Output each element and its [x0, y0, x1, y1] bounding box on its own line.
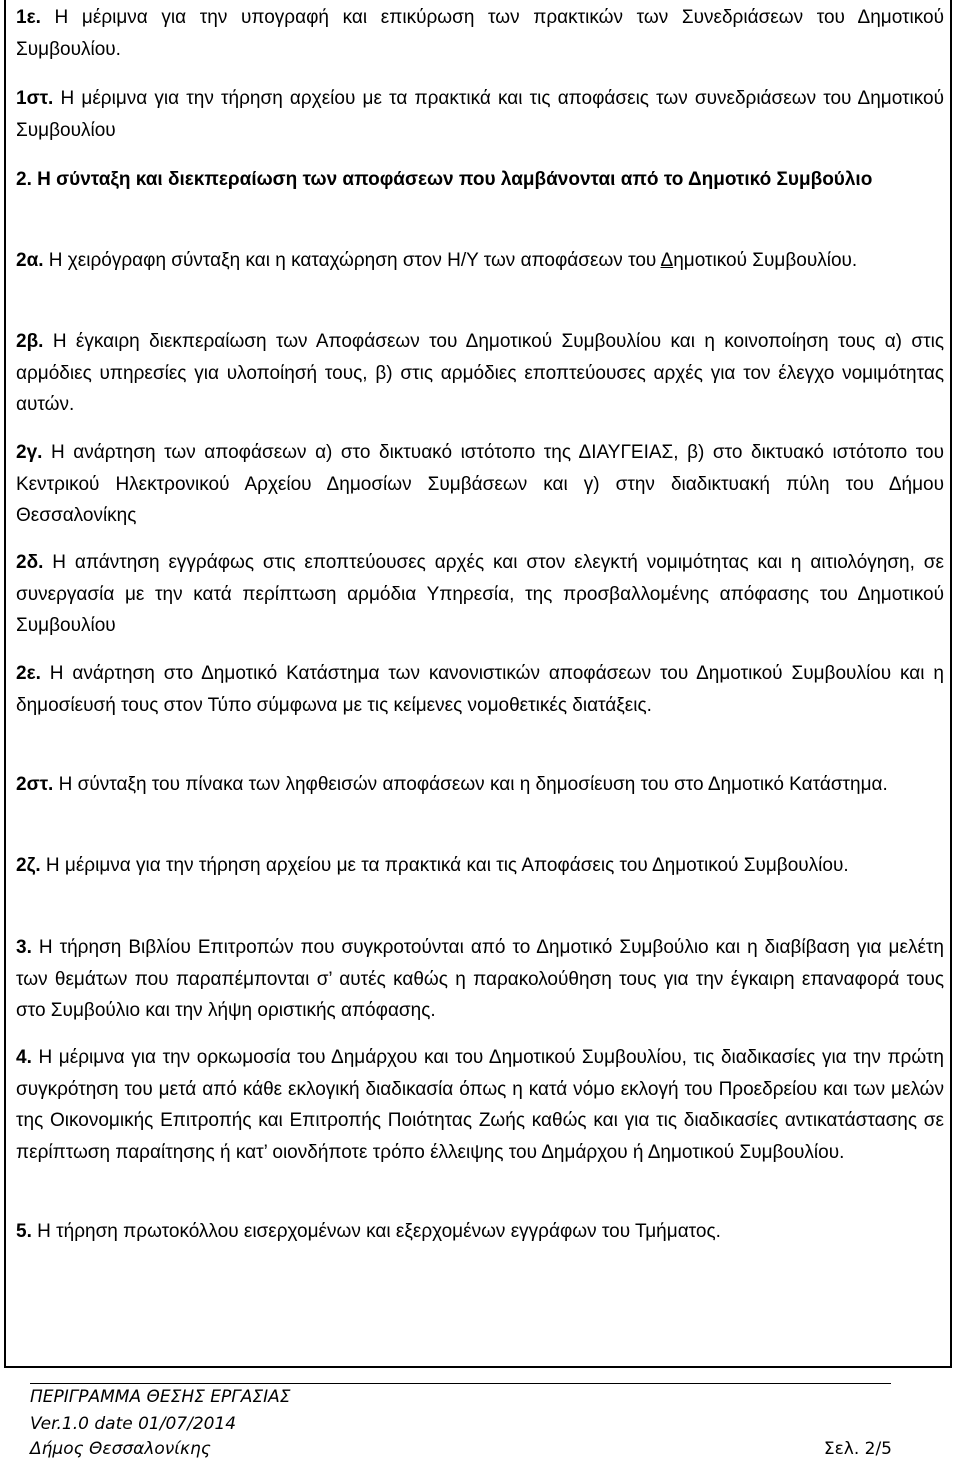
footer-rule: [30, 1383, 891, 1384]
item-number: 2δ.: [16, 552, 44, 573]
item-number: 2α.: [16, 250, 44, 271]
footer-organization: Δήμος Θεσσαλονίκης: [30, 1439, 211, 1459]
paragraph-1st: [16, 83, 944, 146]
item-text: Η έγκαιρη διεκπεραίωση των Αποφάσεων του Δημοτικού Συμβουλίου και η κοινοποίηση τους α) στις αρμόδιες υπηρεσίες για υλοποίησή τους, β) στις αρμόδιες εποπτεύουσες αρχές για τον έλεγχο νομιμότητας αυτών.: [16, 331, 944, 415]
item-text: Η σύνταξη και διεκπεραίωση των αποφάσεων που λαμβάνονται από το Δημοτικό Συμβούλιο: [31, 169, 873, 190]
paragraph-1e: [16, 2, 944, 65]
item-number: 2γ.: [16, 442, 43, 463]
item-number: 3.: [16, 937, 32, 958]
paragraph-2d: [16, 547, 944, 642]
item-text: Η σύνταξη του πίνακα των ληφθεισών αποφάσεων και η δημοσίευση του στο Δημοτικό Κατάστημα.: [53, 774, 888, 795]
footer-title: ΠΕΡΙΓΡΑΜΜΑ ΘΕΣΗΣ ΕΡΓΑΣΙΑΣ: [30, 1387, 291, 1407]
item-number: 2.: [16, 169, 32, 190]
paragraph-2b: [16, 326, 944, 421]
footer-version: Ver.1.0 date 01/07/2014: [30, 1414, 237, 1434]
paragraph-2: [16, 164, 944, 196]
item-number: 1ε.: [16, 7, 41, 28]
paragraph-2a: [16, 245, 944, 277]
item-text-underlined: Δ: [660, 250, 674, 271]
item-text: ημοτικού Συμβουλίου.: [673, 250, 858, 271]
item-text: Η τήρηση πρωτοκόλλου εισερχομένων και εξερχομένων εγγράφων του Τμήματος.: [31, 1221, 721, 1242]
item-text: Η τήρηση Βιβλίου Επιτροπών που συγκροτούνται από το Δημοτικό Συμβούλιο και η διαβίβαση για μελέτη των θεμάτων που παραπέμπονται σ’ αυτές καθώς η παρακολούθηση τους για την έγκαιρη επαναφορά τους στο Συμβούλιο και την λήψη οριστικής απόφασης.: [16, 937, 944, 1021]
item-text: Η χειρόγραφη σύνταξη και η καταχώρηση στον Η/Υ των αποφάσεων του: [43, 250, 661, 271]
item-text: Η ανάρτηση των αποφάσεων α) στο δικτυακό ιστότοπο της ΔΙΑΥΓΕΙΑΣ, β) στο δικτυακό ιστότοπο του Κεντρικού Ηλεκτρονικού Αρχείου Δημοσίων Συμβάσεων και γ) στην διαδικτυακή πύλη του Δήμου Θεσσαλονίκης: [16, 442, 944, 526]
paragraph-2z: [16, 850, 944, 882]
paragraph-2e: [16, 658, 944, 721]
paragraph-2st: [16, 769, 944, 801]
item-number: 2στ.: [16, 774, 54, 795]
paragraph-5: [16, 1216, 944, 1248]
item-number: 5.: [16, 1221, 32, 1242]
item-number: 2β.: [16, 331, 44, 352]
item-text: Η μέριμνα για την τήρηση αρχείου με τα πρακτικά και τις Αποφάσεις του Δημοτικού Συμβουλίου.: [40, 855, 849, 876]
item-text: Η μέριμνα για την ορκωμοσία του Δημάρχου και του Δημοτικού Συμβουλίου, τις διαδικασίες για την πρώτη συγκρότηση του μετά από κάθε εκλογική διαδικασία όπως η κατά νόμο εκλογή του Προεδρείου και των μελών της Οικονομικής Επιτροπής και Επιτροπής Ποιότητας Ζωής καθώς και για τις διαδικασίες αντικατάστασης σε περίπτωση παραίτησης ή κατ’ οιονδήποτε τρόπο έλλειψης του Δημάρχου ή Δημοτικού Συμβουλίου.: [16, 1047, 944, 1163]
item-number: 2ε.: [16, 663, 41, 684]
paragraph-3: [16, 932, 944, 1027]
item-text: Η ανάρτηση στο Δημοτικό Κατάστημα των κανονιστικών αποφάσεων του Δημοτικού Συμβουλίου και η δημοσίευσή τους στον Τύπο σύμφωνα με τις κείμενες νομοθετικές διατάξεις.: [16, 663, 944, 716]
item-text: Η μέριμνα για την τήρηση αρχείου με τα πρακτικά και τις αποφάσεις των συνεδριάσεων του Δημοτικού Συμβουλίου: [16, 88, 944, 141]
paragraph-4: [16, 1042, 944, 1168]
footer-page-number: Σελ. 2/5: [823, 1439, 892, 1459]
item-number: 4.: [16, 1047, 32, 1068]
item-number: 1στ.: [16, 88, 54, 109]
paragraph-2g: [16, 437, 944, 532]
item-text: Η μέριμνα για την υπογραφή και επικύρωση των πρακτικών των Συνεδριάσεων του Δημοτικού Συμβουλίου.: [16, 7, 944, 60]
item-number: 2ζ.: [16, 855, 41, 876]
item-text: Η απάντηση εγγράφως στις εποπτεύουσες αρχές και στον ελεγκτή νομιμότητας και η αιτιολόγηση, σε συνεργασία με την κατά περίπτωση αρμόδια Υπηρεσία, της προσβαλλομένης απόφασης του Δημοτικού Συμβουλίου: [16, 552, 944, 636]
